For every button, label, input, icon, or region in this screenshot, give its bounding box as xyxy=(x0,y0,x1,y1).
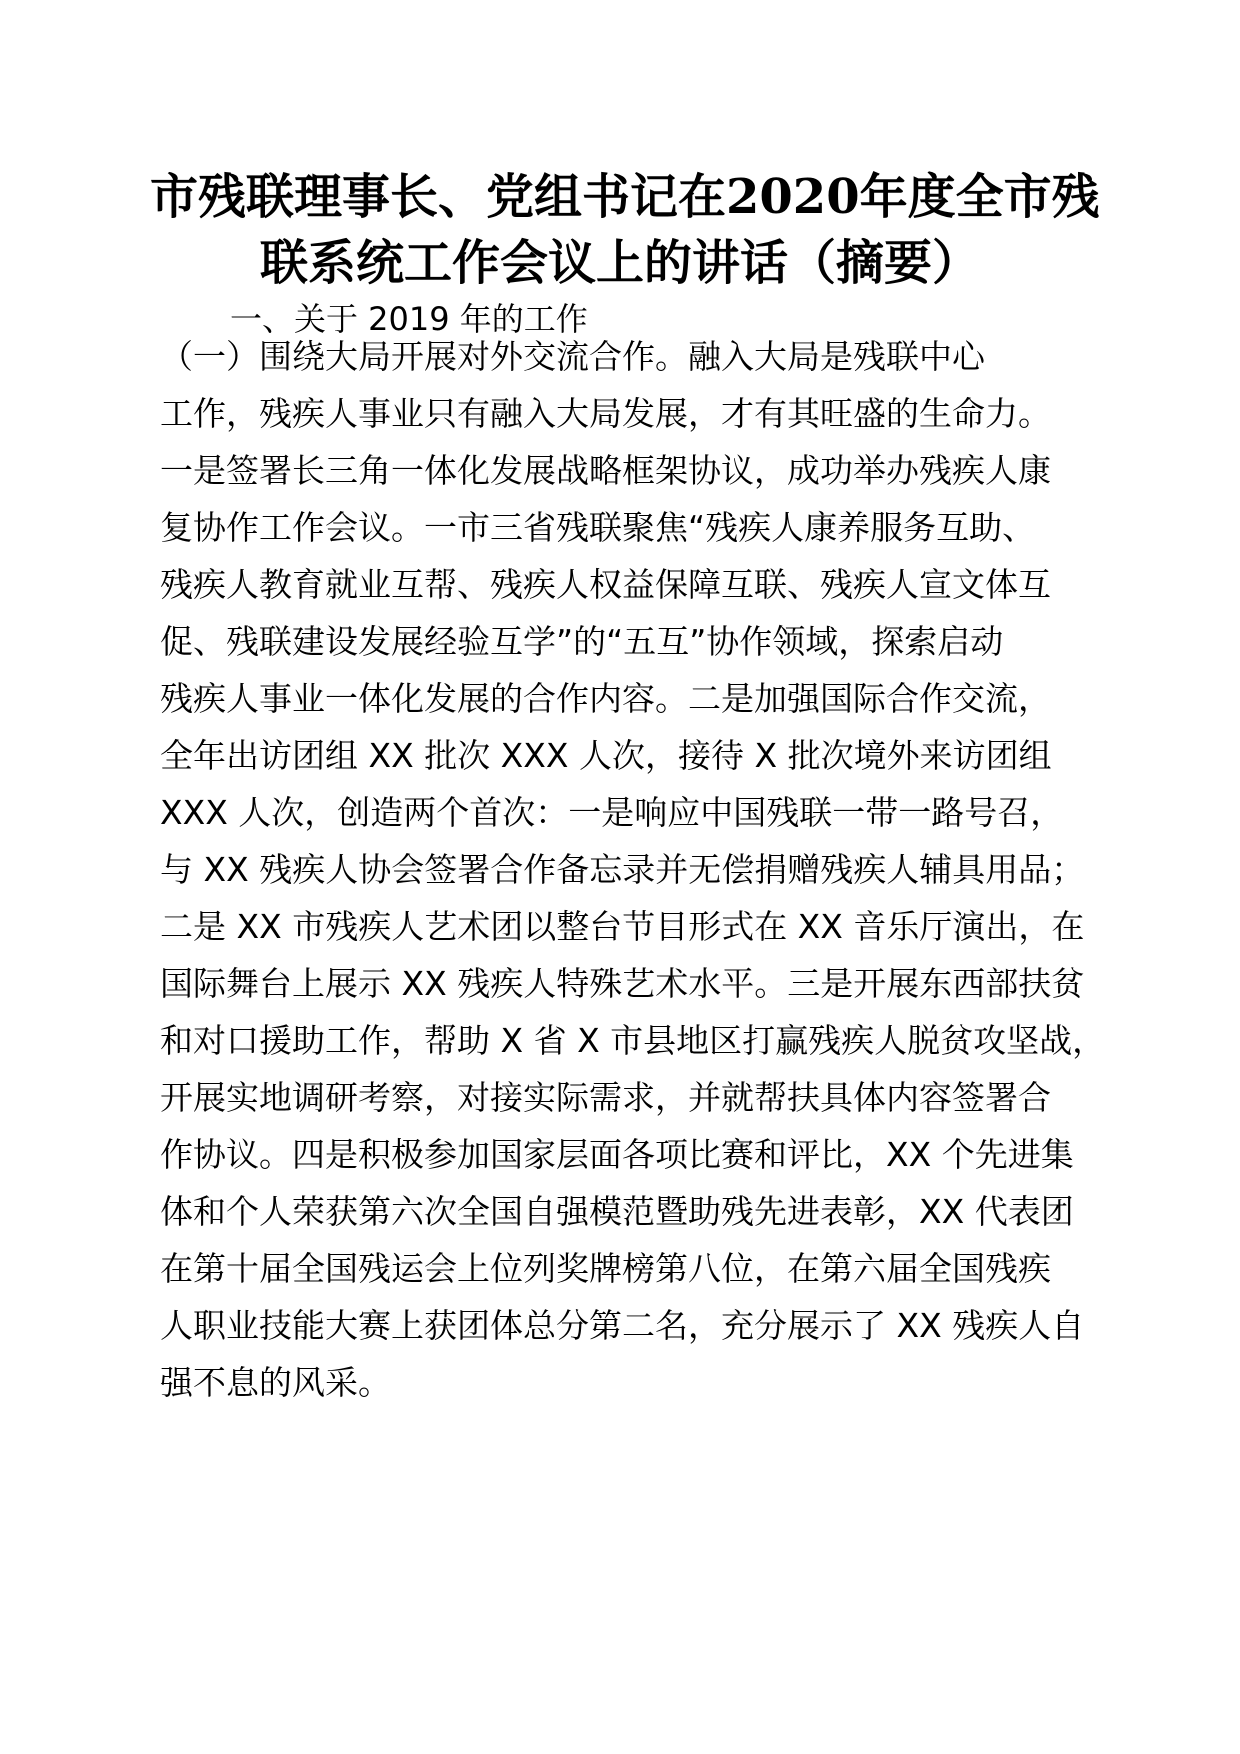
document-title-line-2: 联系统工作会议上的讲话（摘要） xyxy=(259,235,980,291)
paragraph-line: 人职业技能大赛上获团体总分第二名，充分展示了 XX 残疾人自 xyxy=(160,1306,1085,1345)
paragraph-line: 复协作工作会议。一市三省残联聚焦“残疾人康养服务互助、 xyxy=(160,508,1036,547)
paragraph-line: 在第十届全国残运会上位列奖牌榜第八位，在第六届全国残疾 xyxy=(160,1249,1051,1288)
paragraph-line: 强不息的风采。 xyxy=(160,1363,391,1402)
paragraph-line: 国际舞台上展示 XX 残疾人特殊艺术水平。三是开展东西部扶贫 xyxy=(160,964,1085,1003)
paragraph-line: 二是 XX 市残疾人艺术团以整台节目形式在 XX 音乐厅演出，在 xyxy=(160,907,1085,946)
paragraph-line: XXX 人次，创造两个首次：一是响应中国残联一带一路号召， xyxy=(160,793,1064,832)
paragraph-line: 开展实地调研考察，对接实际需求，并就帮扶具体内容签署合 xyxy=(160,1078,1051,1117)
paragraph-line: 一是签署长三角一体化发展战略框架协议，成功举办残疾人康 xyxy=(160,451,1051,490)
paragraph-line: （一）围绕大局开展对外交流合作。融入大局是残联中心 xyxy=(160,337,985,376)
paragraph-line: 和对口援助工作，帮助 X 省 X 市县地区打赢残疾人脱贫攻坚战， xyxy=(160,1021,1106,1060)
paragraph-line: 工作，残疾人事业只有融入大局发展，才有其旺盛的生命力。 xyxy=(160,394,1051,433)
paragraph-line: 作协议。四是积极参加国家层面各项比赛和评比，XX 个先进集 xyxy=(160,1135,1074,1174)
paragraph-line: 全年出访团组 XX 批次 XXX 人次，接待 X 批次境外来访团组 xyxy=(160,736,1052,775)
paragraph-line: 残疾人事业一体化发展的合作内容。二是加强国际合作交流， xyxy=(160,679,1051,718)
paragraph-line: 促、残联建设发展经验互学”的“五互”协作领域，探索启动 xyxy=(160,622,1004,661)
paragraph-line: 残疾人教育就业互帮、残疾人权益保障互联、残疾人宣文体互 xyxy=(160,565,1051,604)
paragraph-line: 体和个人荣获第六次全国自强模范暨助残先进表彰，XX 代表团 xyxy=(160,1192,1074,1231)
document-title-line-1: 市残联理事长、党组书记在2020年度全市残 xyxy=(150,169,1100,225)
paragraph-line: 与 XX 残疾人协会签署合作备忘录并无偿捐赠残疾人辅具用品； xyxy=(160,850,1085,889)
section-heading: 一、关于 2019 年的工作 xyxy=(230,300,588,338)
